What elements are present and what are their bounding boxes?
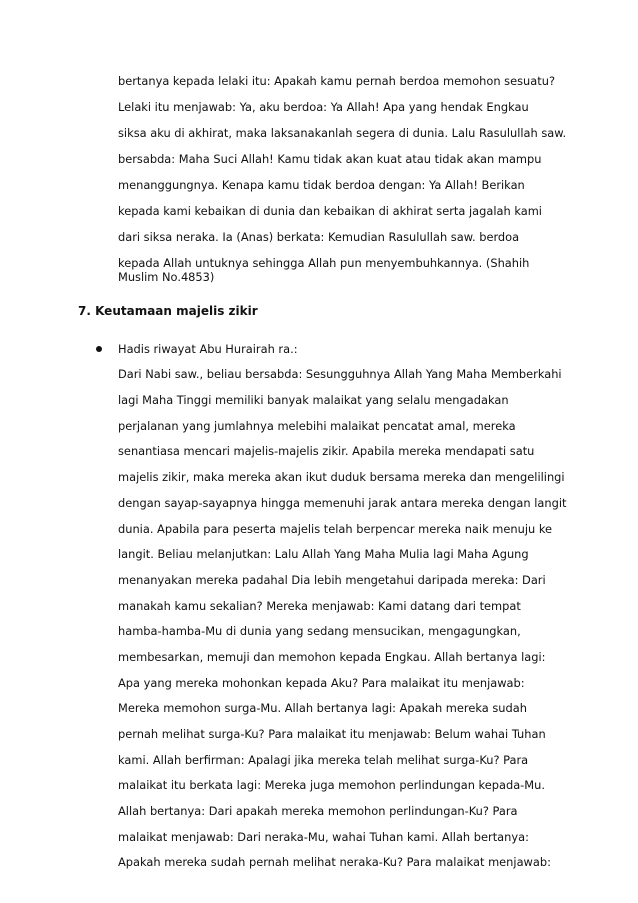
bullet-line: pernah melihat surga-Ku? Para malaikat itu menjawab: Belum wahai Tuhan bbox=[118, 727, 546, 741]
bullet-line: Apa yang mereka mohonkan kepada Aku? Para malaikat itu menjawab: bbox=[118, 676, 525, 690]
paragraph-line: kepada kami kebaikan di dunia dan kebaikan di akhirat serta jagalah kami bbox=[118, 204, 542, 218]
bullet-line: Mereka memohon surga-Mu. Allah bertanya lagi: Apakah mereka sudah bbox=[118, 701, 527, 715]
bullet-line: dunia. Apabila para peserta majelis telah berpencar mereka naik menuju ke bbox=[118, 522, 553, 536]
paragraph-line: menanggungnya. Kenapa kamu tidak berdoa dengan: Ya Allah! Berikan bbox=[118, 178, 525, 192]
bullet-line: manakah kamu sekalian? Mereka menjawab: Kami datang dari tempat bbox=[118, 599, 521, 613]
bullet-line: majelis zikir, maka mereka akan ikut duduk bersama mereka dan mengelilingi bbox=[118, 470, 565, 484]
section-heading: 7. Keutamaan majelis zikir bbox=[78, 304, 258, 318]
bullet-title: Hadis riwayat Abu Hurairah ra.: bbox=[118, 342, 298, 356]
bullet-line: malaikat itu berkata lagi: Mereka juga memohon perlindungan kepada-Mu. bbox=[118, 778, 545, 792]
paragraph-line: kepada Allah untuknya sehingga Allah pun menyembuhkannya. (Shahih bbox=[118, 256, 530, 270]
bullet-line: perjalanan yang jumlahnya melebihi malaikat pencatat amal, mereka bbox=[118, 419, 516, 433]
bullet-line: kami. Allah berfirman: Apalagi jika mereka telah melihat surga-Ku? Para bbox=[118, 753, 529, 767]
bullet-line: dengan sayap-sayapnya hingga memenuhi jarak antara mereka dengan langit bbox=[118, 496, 567, 510]
paragraph-line: Lelaki itu menjawab: Ya, aku berdoa: Ya Allah! Apa yang hendak Engkau bbox=[118, 100, 529, 114]
bullet-line: Apakah mereka sudah pernah melihat neraka-Ku? Para malaikat menjawab: bbox=[118, 855, 551, 869]
bullet-line: senantiasa mencari majelis-majelis zikir. Apabila mereka mendapati satu bbox=[118, 444, 535, 458]
bullet-line: lagi Maha Tinggi memiliki banyak malaikat yang selalu mengadakan bbox=[118, 393, 509, 407]
bullet-line: hamba-hamba-Mu di dunia yang sedang mensucikan, mengagungkan, bbox=[118, 624, 521, 638]
paragraph-line: bersabda: Maha Suci Allah! Kamu tidak akan kuat atau tidak akan mampu bbox=[118, 152, 542, 166]
bullet-icon bbox=[96, 346, 102, 352]
paragraph-line: siksa aku di akhirat, maka laksanakanlah segera di dunia. Lalu Rasulullah saw. bbox=[118, 126, 567, 140]
bullet-line: langit. Beliau melanjutkan: Lalu Allah Yang Maha Mulia lagi Maha Agung bbox=[118, 547, 529, 561]
bullet-line: membesarkan, memuji dan memohon kepada Engkau. Allah bertanya lagi: bbox=[118, 650, 546, 664]
bullet-line: Allah bertanya: Dari apakah mereka memohon perlindungan-Ku? Para bbox=[118, 804, 518, 818]
bullet-line: malaikat menjawab: Dari neraka-Mu, wahai Tuhan kami. Allah bertanya: bbox=[118, 830, 529, 844]
paragraph-line: dari siksa neraka. Ia (Anas) berkata: Kemudian Rasulullah saw. berdoa bbox=[118, 230, 520, 244]
paragraph-line: Muslim No.4853) bbox=[118, 270, 215, 284]
bullet-line: Dari Nabi saw., beliau bersabda: Sesungguhnya Allah Yang Maha Memberkahi bbox=[118, 367, 562, 381]
paragraph-line: bertanya kepada lelaki itu: Apakah kamu pernah berdoa memohon sesuatu? bbox=[118, 74, 555, 88]
bullet-line: menanyakan mereka padahal Dia lebih mengetahui daripada mereka: Dari bbox=[118, 573, 546, 587]
